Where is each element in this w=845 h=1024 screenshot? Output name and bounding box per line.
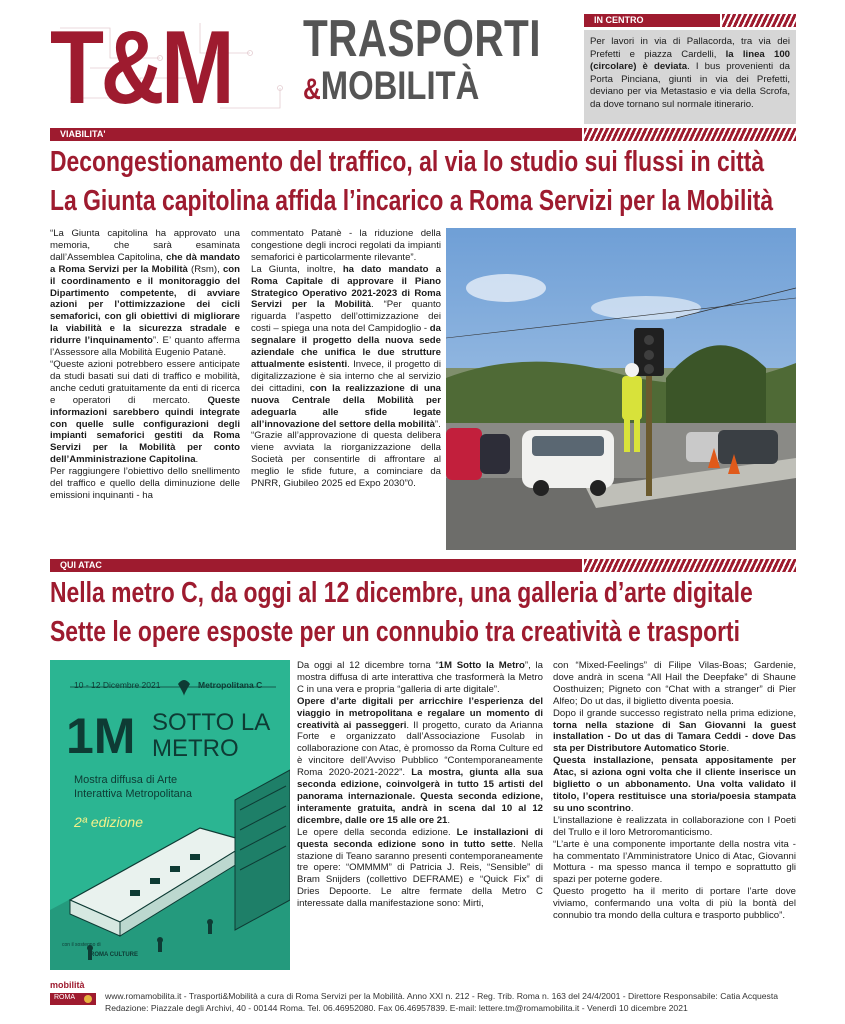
text-run: . Il progetto, curato da Arianna Forte e organizzato dall’Associazione Fusolab in collaborazione con Atac, è promosso da Roma Culture ed è vincitore dell’Avviso Pubblico “Contemporaneamente Roma 2020-2021-2022”. (297, 719, 543, 779)
title-trasporti: TRASPORTI (303, 10, 541, 68)
text-run: Da oggi al 12 dicembre torna “ (297, 660, 439, 671)
paragraph (297, 696, 543, 827)
bold-text-run: Le installazioni di questa seconda edizione sono in tutto sette (297, 826, 543, 850)
poster-sponsor-label: con il sostegno di (62, 942, 101, 948)
footer-logo-crest-icon (84, 995, 92, 1003)
logo-letters: T&M (50, 10, 232, 126)
article2-column1 (297, 660, 543, 910)
paragraph (553, 815, 796, 839)
article1-column2 (251, 228, 441, 490)
poster-big-1m: 1M (66, 708, 136, 764)
section-bar-viabilita (50, 128, 796, 141)
text-run: ”. E’ quanto afferma l’Assessore alla Mobilità Eugenio Patanè. (50, 335, 240, 359)
text-run: . (195, 454, 199, 466)
section-label-viabilita: VIABILITA' (50, 128, 582, 141)
masthead-title (303, 10, 608, 112)
paragraph (297, 660, 543, 696)
bold-text-run: La mostra, giunta alla sua seconda edizione, coinvolgerà in tutto 15 artisti del panorama internazionale. Questa seconda edizione, interamente gratuita, andrà in scena dal 10 al 12 dicembre, dalle ore 15 alle ore 21 (297, 767, 544, 826)
footer-roma-mobilita-logo (50, 980, 96, 1014)
text-run: L’installazione è realizzata in collaborazione con I Poeti del Trullo e il loro Metroromanticismo. (553, 814, 796, 838)
in-centro-text-c: . I bus provenienti da Porta Pinciana, giunti in via dei Prefetti, deviano per via Metastasio e via della Scrofa, da dove tornano sul normale itinerario. (590, 61, 790, 110)
poster-1m-sotto-la-metro (50, 660, 290, 970)
poster-desc-2: Interattiva Metropolitana (74, 788, 193, 800)
paragraph (297, 827, 543, 910)
in-centro-box (584, 14, 796, 124)
text-run: . Invece, il progetto di digitalizzazione è sia interno che al servizio dei cittadini, (251, 358, 441, 394)
text-run: “L’arte è una componente importante della nostra vita - ha commentato l’Amministratore Unico di Atac, Giovanni Mottura - ma spesso manca il tempo e soprattutto gli spazi per poterne godere. (553, 838, 796, 886)
section-bar-qui-atac (50, 559, 796, 572)
headline-traffico: Decongestionamento del traffico, al via lo studio sui flussi in città (50, 146, 765, 178)
bold-text-run: 1M Sotto la Metro (438, 660, 525, 671)
paragraph (553, 886, 796, 922)
text-run: . Nella stazione di Teano saranno presenti contemporaneamente tre opere: “OMMMM” di Patricia J. Reis, “Sensible” di Bram Snijders (collettivo DEFRAME) e “Quick Fix” di Dries Depoorte. Le altre fermate della Metro C interessate dalla manifestazione sono: Mirti, (297, 838, 543, 910)
in-centro-text-b: la linea 100 (circolare) è deviata (590, 48, 791, 73)
poster-edition: 2ª edizione (74, 814, 144, 830)
paragraph (553, 839, 796, 887)
bold-text-run: torna nella stazione di San Giovanni la guest installation - Do ut das di Tamara Ceddi - dove Das sta per Distributore Automatico Storie (553, 719, 796, 755)
paragraph (50, 228, 240, 359)
section-label-qui-atac: QUI ATAC (50, 559, 582, 572)
footer-line-2: Redazione: Piazzale degli Archivi, 40 - 00144 Roma. Tel. 06.46952080. Fax 06.46957839. E-mail: lettere.tm@romamobilita.it - Venerdì 10 dicembre 2021 (105, 1003, 688, 1013)
poster-line: Metropolitana C (198, 680, 263, 690)
bold-text-run: che dà mandato a Roma Servizi per la Mobilità (50, 251, 240, 275)
text-run: commentato Patanè - la riduzione della congestione degli incroci regolati da impianti semaforici è particolarmente rilevante”. (251, 228, 441, 263)
text-run: con “Mixed-Feelings” di Filipe Vilas-Boas; Gardenie, dove andrà in scena “All Hail the Deepfake” di Shaune Oosthuizen; Pigneto con “Chat with a stranger” di Pier Alfeo; Do ut das, il biglietto diventa poesia. (553, 660, 796, 707)
hatch-decoration (584, 128, 796, 141)
text-run: (Rsm), (187, 263, 223, 275)
subheadline-sette-opere: Sette le opere esposte per un connubio tra creatività e trasporti (50, 616, 741, 648)
paragraph (251, 264, 441, 431)
poster-title-2: METRO (152, 735, 239, 762)
masthead-logo (50, 8, 300, 128)
article1-column1 (50, 228, 240, 502)
title-mobilita (303, 64, 553, 112)
text-run: . (726, 743, 730, 755)
bold-text-run: Questa installazione, pensata appositamente per Atac, si aziona ogni volta che il cliente inserisce un biglietto o un abbonamento. Una volta validato il titolo, l’opera restituisce una storia/poesia stampata su uno scontrino (553, 755, 796, 814)
bold-text-run: con il coordinamento e il monitoraggio del Dipartimento competente, di avviare azioni per l’ottimizzazione dei cicli semaforici, con gli obiettivi di migliorare la viabilità e la sicurezza stradale e ridurre l’inquinamento (50, 263, 240, 347)
hatch-decoration (584, 559, 796, 572)
text-run: Questo progetto ha il merito di portare l’arte dove viviamo, confermando una volta di più la bontà del connubio tra mondo della cultura e trasporto pubblico”. (553, 886, 796, 922)
text-run: . (447, 814, 451, 826)
title-ampersand: & (303, 73, 321, 106)
bold-text-run: ha dato mandato a Roma Capitale di approvare il Piano Strategico Operativo 2021-2023 di Roma Servizi per la Mobilità (251, 263, 441, 311)
footer-line-1: www.romamobilita.it - Trasporti&Mobilità a cura di Roma Servizi per la Mobilità. Anno XXI n. 212 - Reg. Trib. Roma n. 163 del 24/4/2001 - Direttore Responsabile: Catia Acquesta (105, 991, 779, 1001)
paragraph (251, 228, 441, 264)
text-run: Dopo il grande successo registrato nella prima edizione, (553, 707, 796, 719)
title-mobilita-word: MOBILITÀ (320, 64, 480, 108)
text-run: ”. (434, 418, 441, 430)
article2-column2 (553, 660, 796, 922)
paragraph (251, 430, 441, 490)
text-run: “Queste azioni potrebbero essere anticipate da studi basati sui dati di traffico e mobilità, anche ceduti gratuitamente da enti di ricerca e operatori di mercato. (50, 358, 240, 406)
footer-text (105, 990, 805, 1014)
paragraph (553, 660, 796, 708)
bold-text-run: con la realizzazione di una nuova Centrale della Mobilità per adeguarla alle sfide legate all’innovazione del settore della mobilità (251, 382, 442, 430)
text-run: ”, la mostra diffusa di arte interattiva che trasformerà la Metro C in una vera e propria “galleria di arte digitale”. (297, 660, 543, 695)
paragraph (50, 466, 240, 502)
subheadline-giunta: La Giunta capitolina affida l’incarico a Roma Servizi per la Mobilità (50, 185, 774, 217)
bold-text-run: da segnalare il progetto della nuova sede aziendale che unifica le due strutture attualmente esistenti (251, 323, 441, 370)
text-run: La Giunta, inoltre, (251, 263, 343, 275)
text-run: Le opere della seconda edizione. (297, 826, 457, 838)
text-run: . (630, 802, 634, 814)
headline-metro-c: Nella metro C, da oggi al 12 dicembre, una galleria d’arte digitale (50, 577, 753, 609)
photo-traffic-light-worker (446, 228, 796, 550)
text-run: “Grazie all’approvazione di questa delibera viene avviata la riorganizzazione della Società per consentirle di affrontare al meglio le sfide future, a cominciare da PNRR, Giubileo 2025 ed Expo 2030”0. (251, 430, 441, 490)
poster-roma-culture: ROMA CULTURE (90, 952, 138, 958)
in-centro-text-a: Per lavori in via di Pallacorda, tra via dei Prefetti e piazza Cardelli, (590, 36, 790, 60)
poster-title-1: SOTTO LA (152, 709, 271, 736)
paragraph (50, 359, 240, 466)
text-run: . “Per quanto riguarda l’aspetto dell’ottimizzazione dei costi – spiega una nota del Campidoglio - (251, 299, 441, 335)
footer-logo-mobilita: mobilità (50, 980, 85, 990)
hatch-decoration (722, 14, 796, 27)
in-centro-label: IN CENTRO (584, 14, 720, 27)
bold-text-run: Opere d’arte digitali per arricchire l’esperienza del viaggio in metropolitana e regalare un momento di creatività ai passeggeri (297, 695, 543, 731)
paragraph (553, 755, 796, 815)
text-run: Per raggiungere l’obiettivo dello snellimento del traffico e quello della diminuzione delle emissioni inquinanti - ha (50, 466, 240, 501)
in-centro-text (584, 30, 796, 124)
bold-text-run: Queste informazioni sarebbero quindi integrate con quelle sulle configurazioni degli impianti semaforici gestiti da Roma Servizi per la Mobilità per conto dell’Amministrazione Capitolina (50, 394, 240, 466)
text-run: “La Giunta capitolina ha approvato una memoria, che sarà esaminata dall’Assemblea Capitolina, (50, 228, 240, 263)
paragraph (553, 708, 796, 756)
poster-desc-1: Mostra diffusa di Arte (74, 774, 178, 786)
poster-dates: 10 - 12 Dicembre 2021 (74, 680, 161, 690)
footer-logo-roma: ROMA (54, 994, 75, 1001)
